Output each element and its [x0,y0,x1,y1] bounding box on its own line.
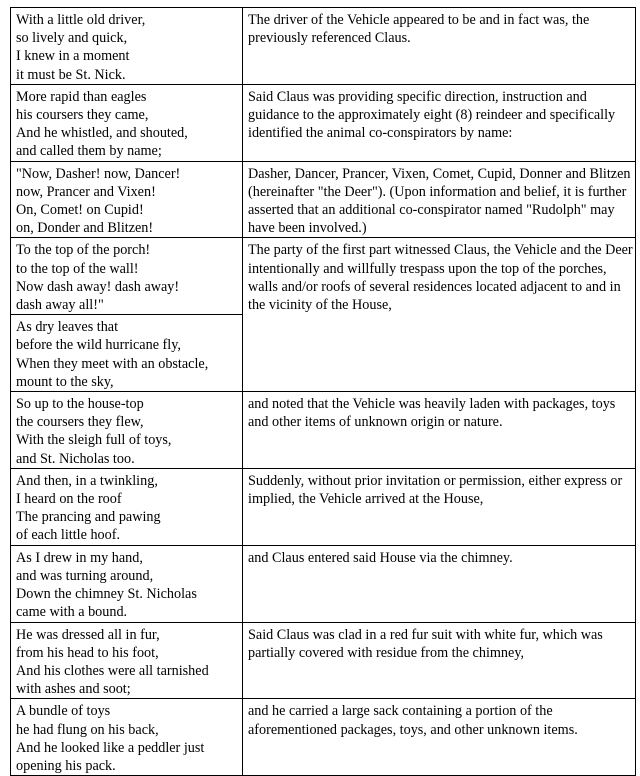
poem-line: now, Prancer and Vixen! [16,183,156,200]
poem-stanza [11,545,243,622]
poem-line: mount to the sky, [16,373,114,390]
poem-line: On, Comet! on Cupid! [16,202,144,219]
poem-stanza [11,315,243,392]
poem-line: with ashes and soot; [16,681,131,698]
poem-line: A bundle of toys [16,703,111,720]
legal-text: The party of the first part witnessed Claus, the Vehicle and the Deer intentionally and willfully trespass upon the top of the porches, walls and/or roofs of several residences located adjacent to and in the vicinity of the House, [248,242,633,314]
poem-line: and St. Nicholas too. [16,450,135,467]
legal-text: Dasher, Dancer, Prancer, Vixen, Comet, Cupid, Donner and Blitzen (hereinafter "the Deer"). (Upon information and belief, it is further asserted that an additional co-conspirator named "Rudolph" may have been involved.) [248,165,631,237]
legal-paraphrase [243,161,636,238]
poem-line: and called them by name; [16,143,162,160]
poem-line: With the sleigh full of toys, [16,432,172,449]
poem-line: opening his pack. [16,757,116,774]
legal-paraphrase [243,84,636,161]
poem-line: With a little old driver, [16,12,146,28]
poem-line: And he whistled, and shouted, [16,125,188,142]
poem-line: his coursers they came, [16,107,149,124]
table-row [11,545,636,622]
poem-line: The prancing and pawing [16,509,161,526]
poem-stanza [11,468,243,545]
poem-line: so lively and quick, [16,30,128,47]
table-row [11,161,636,238]
poem-line: And then, in a twinkling, [16,472,158,489]
legal-paraphrase [243,545,636,622]
legal-text: and Claus entered said House via the chimney. [248,549,513,566]
poem-stanza [11,699,243,776]
comparison-table [10,7,636,776]
table-row [11,84,636,161]
poem-line: And his clothes were all tarnished [16,662,209,679]
poem-line: of each little hoof. [16,527,121,544]
poem-line: More rapid than eagles [16,88,147,105]
legal-text: Said Claus was providing specific direction, instruction and guidance to the approximately eight (8) reindeer and specifically identified the animal co-conspirators by name: [248,88,616,142]
poem-line: dash away all!" [16,297,104,314]
legal-text: Said Claus was clad in a red fur suit with white fur, which was partially covered with residue from the chimney, [248,626,603,661]
poem-line: When they meet with an obstacle, [16,355,209,372]
poem-line: and was turning around, [16,567,154,584]
poem-line: "Now, Dasher! now, Dancer! [16,165,181,182]
poem-stanza [11,161,243,238]
legal-paraphrase [243,8,636,85]
poem-line: to the top of the wall! [16,260,139,277]
legal-paraphrase [243,238,636,392]
poem-line: I knew in a moment [16,48,130,65]
table-row [11,468,636,545]
poem-line: came with a bound. [16,604,128,621]
table-row [11,392,636,469]
legal-paraphrase [243,468,636,545]
legal-paraphrase [243,392,636,469]
legal-paraphrase [243,622,636,699]
poem-stanza [11,238,243,315]
poem-line: As I drew in my hand, [16,549,143,566]
poem-line: it must be St. Nick. [16,66,126,83]
poem-line: Now dash away! dash away! [16,278,180,295]
poem-stanza [11,84,243,161]
table-row [11,238,636,315]
poem-line: I heard on the roof [16,491,122,508]
poem-stanza [11,622,243,699]
legal-text: and noted that the Vehicle was heavily laden with packages, toys and other items of unknown origin or nature. [248,396,616,431]
poem-line: So up to the house-top [16,396,144,413]
legal-paraphrase [243,699,636,776]
table-row [11,699,636,776]
table-row [11,8,636,85]
poem-line: He was dressed all in fur, [16,626,160,643]
poem-line: To the top of the porch! [16,242,151,259]
poem-line: before the wild hurricane fly, [16,337,181,354]
poem-stanza [11,8,243,85]
poem-line: the coursers they flew, [16,414,144,431]
poem-line: from his head to his foot, [16,644,159,661]
table-row [11,622,636,699]
poem-line: And he looked like a peddler just [16,739,205,756]
poem-stanza [11,392,243,469]
poem-line: As dry leaves that [16,319,119,336]
poem-line: on, Donder and Blitzen! [16,220,154,237]
poem-line: Down the chimney St. Nicholas [16,586,197,603]
poem-line: he had flung on his back, [16,721,159,738]
legal-text: The driver of the Vehicle appeared to be and in fact was, the previously referenced Claus. [248,12,590,47]
legal-text: Suddenly, without prior invitation or permission, either express or implied, the Vehicle arrived at the House, [248,472,623,508]
legal-text: and he carried a large sack containing a portion of the aforementioned packages, toys, and other unknown items. [248,703,578,738]
